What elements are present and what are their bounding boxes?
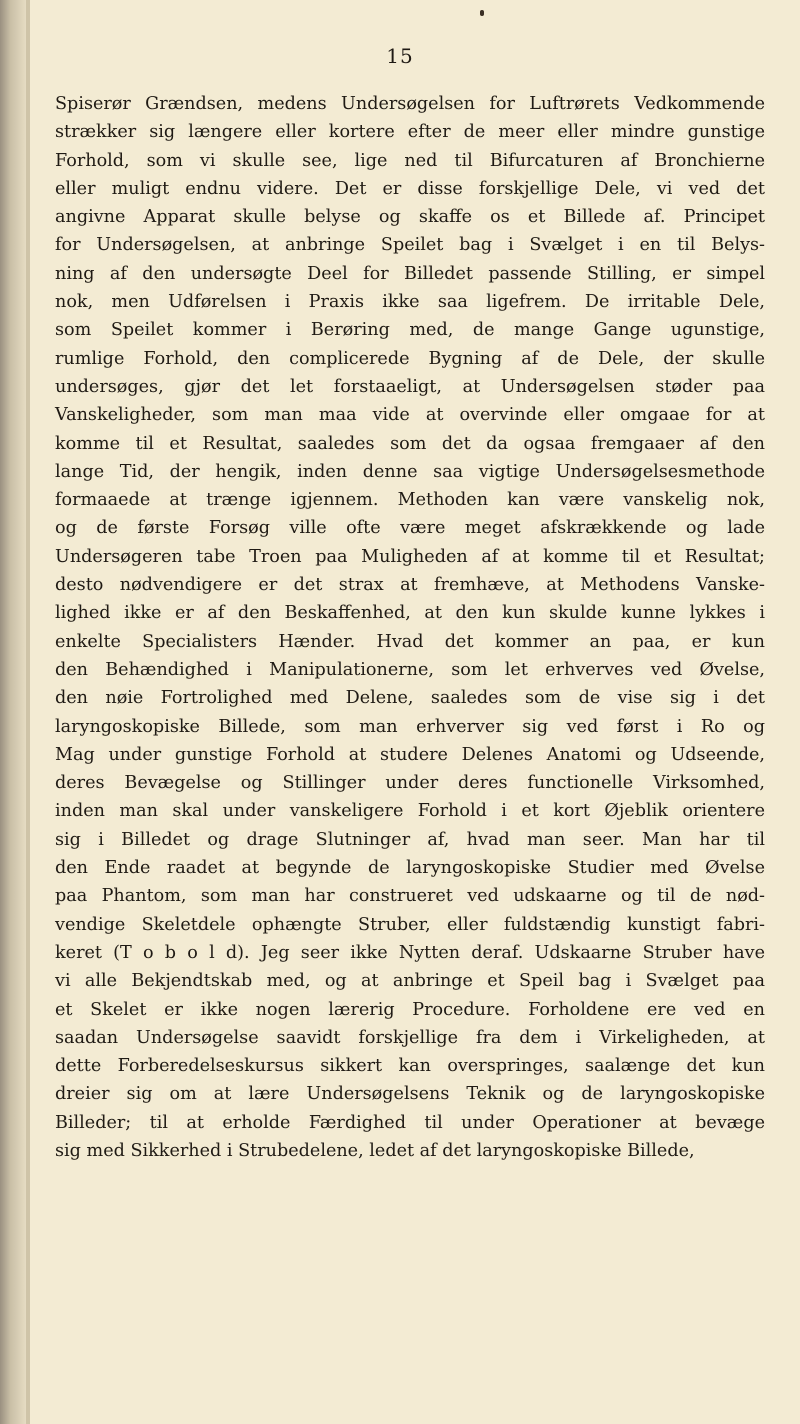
page-edge: [26, 0, 30, 1424]
text-line: lange Tid, der hengik, inden denne saa vigtige Undersøgelsesmethode: [55, 461, 765, 482]
text-line: dette Forberedelseskursus sikkert kan overspringes, saalænge det kun: [55, 1056, 765, 1077]
text-line: inden man skal under vanskeligere Forhold i et kort Øjeblik orientere: [55, 801, 765, 822]
text-line: sig med Sikkerhed i Strubedelene, ledet af det laryngoskopiske Billede,: [55, 1140, 695, 1161]
text-line: den Behændighed i Manipulationerne, som let erhverves ved Øvelse,: [55, 659, 765, 680]
text-line: nok, men Udførelsen i Praxis ikke saa ligefrem. De irritable Dele,: [55, 292, 765, 313]
text-line: Mag under gunstige Forhold at studere Delenes Anatomi og Udseende,: [55, 744, 765, 765]
text-line: Vanskeligheder, som man maa vide at overvinde eller omgaae for at: [55, 405, 765, 426]
text-line: desto nødvendigere er det strax at fremhæve, at Methodens Vanske-: [55, 575, 765, 596]
text-line: Undersøgeren tabe Troen paa Muligheden af at komme til et Resultat;: [55, 546, 765, 567]
text-line: Billeder; til at erholde Færdighed til under Operationer at bevæge: [55, 1112, 765, 1133]
text-line: vi alle Bekjendtskab med, og at anbringe et Speil bag i Svælget paa: [55, 971, 765, 992]
text-line: rumlige Forhold, den complicerede Bygning af de Dele, der skulle: [55, 348, 765, 369]
text-line: undersøges, gjør det let forstaaeligt, at Undersøgelsen støder paa: [55, 376, 765, 397]
text-line: den Ende raadet at begynde de laryngoskopiske Studier med Øvelse: [55, 858, 765, 879]
text-line: angivne Apparat skulle belyse og skaffe os et Billede af. Principet: [55, 207, 765, 228]
text-line: lighed ikke er af den Beskaffenhed, at den kun skulde kunne lykkes i: [55, 603, 765, 624]
text-line: formaaede at trænge igjennem. Methoden kan være vanskelig nok,: [55, 490, 765, 511]
page-number: 15: [386, 44, 414, 68]
text-line: ning af den undersøgte Deel for Billedet passende Stilling, er simpel: [55, 263, 765, 284]
text-line: saadan Undersøgelse saavidt forskjellige fra dem i Virkeligheden, at: [55, 1027, 765, 1048]
text-line: som Speilet kommer i Berøring med, de mange Gange ugunstige,: [55, 320, 765, 341]
text-line: den nøie Fortrolighed med Delene, saaledes som de vise sig i det: [55, 688, 765, 709]
text-line: paa Phantom, som man har construeret ved udskaarne og til de nød-: [55, 886, 765, 907]
text-line: komme til et Resultat, saaledes som det da ogsaa fremgaaer af den: [55, 433, 765, 454]
text-line: vendige Skeletdele ophængte Struber, eller fuldstændig kunstigt fabri-: [55, 914, 765, 935]
text-line: eller muligt endnu videre. Det er disse forskjellige Dele, vi ved det: [55, 178, 765, 199]
text-line: Forhold, som vi skulle see, lige ned til Bifurcaturen af Bronchierne: [55, 150, 765, 171]
text-line: enkelte Specialisters Hænder. Hvad det kommer an paa, er kun: [55, 631, 765, 652]
body-text: [55, 90, 765, 1165]
page-binding-shadow: [0, 0, 26, 1424]
text-line: strækker sig længere eller kortere efter de meer eller mindre gunstige: [55, 122, 765, 143]
text-line: et Skelet er ikke nogen lærerig Procedure. Forholdene ere ved en: [55, 999, 765, 1020]
text-line: Spiserør Grændsen, medens Undersøgelsen for Luftrørets Vedkommende: [55, 94, 765, 114]
ink-speck: [480, 10, 484, 16]
text-line: dreier sig om at lære Undersøgelsens Teknik og de laryngoskopiske: [55, 1084, 765, 1105]
text-line: deres Bevægelse og Stillinger under deres functionelle Virksomhed,: [55, 773, 765, 794]
text-line: sig i Billedet og drage Slutninger af, hvad man seer. Man har til: [55, 829, 765, 850]
text-line: laryngoskopiske Billede, som man erhverver sig ved først i Ro og: [55, 716, 765, 737]
text-line: keret (T o b o l d). Jeg seer ikke Nytten deraf. Udskaarne Struber have: [55, 942, 765, 963]
text-line: for Undersøgelsen, at anbringe Speilet bag i Svælget i en til Belys-: [55, 235, 765, 256]
text-line: og de første Forsøg ville ofte være meget afskrækkende og lade: [55, 518, 765, 539]
